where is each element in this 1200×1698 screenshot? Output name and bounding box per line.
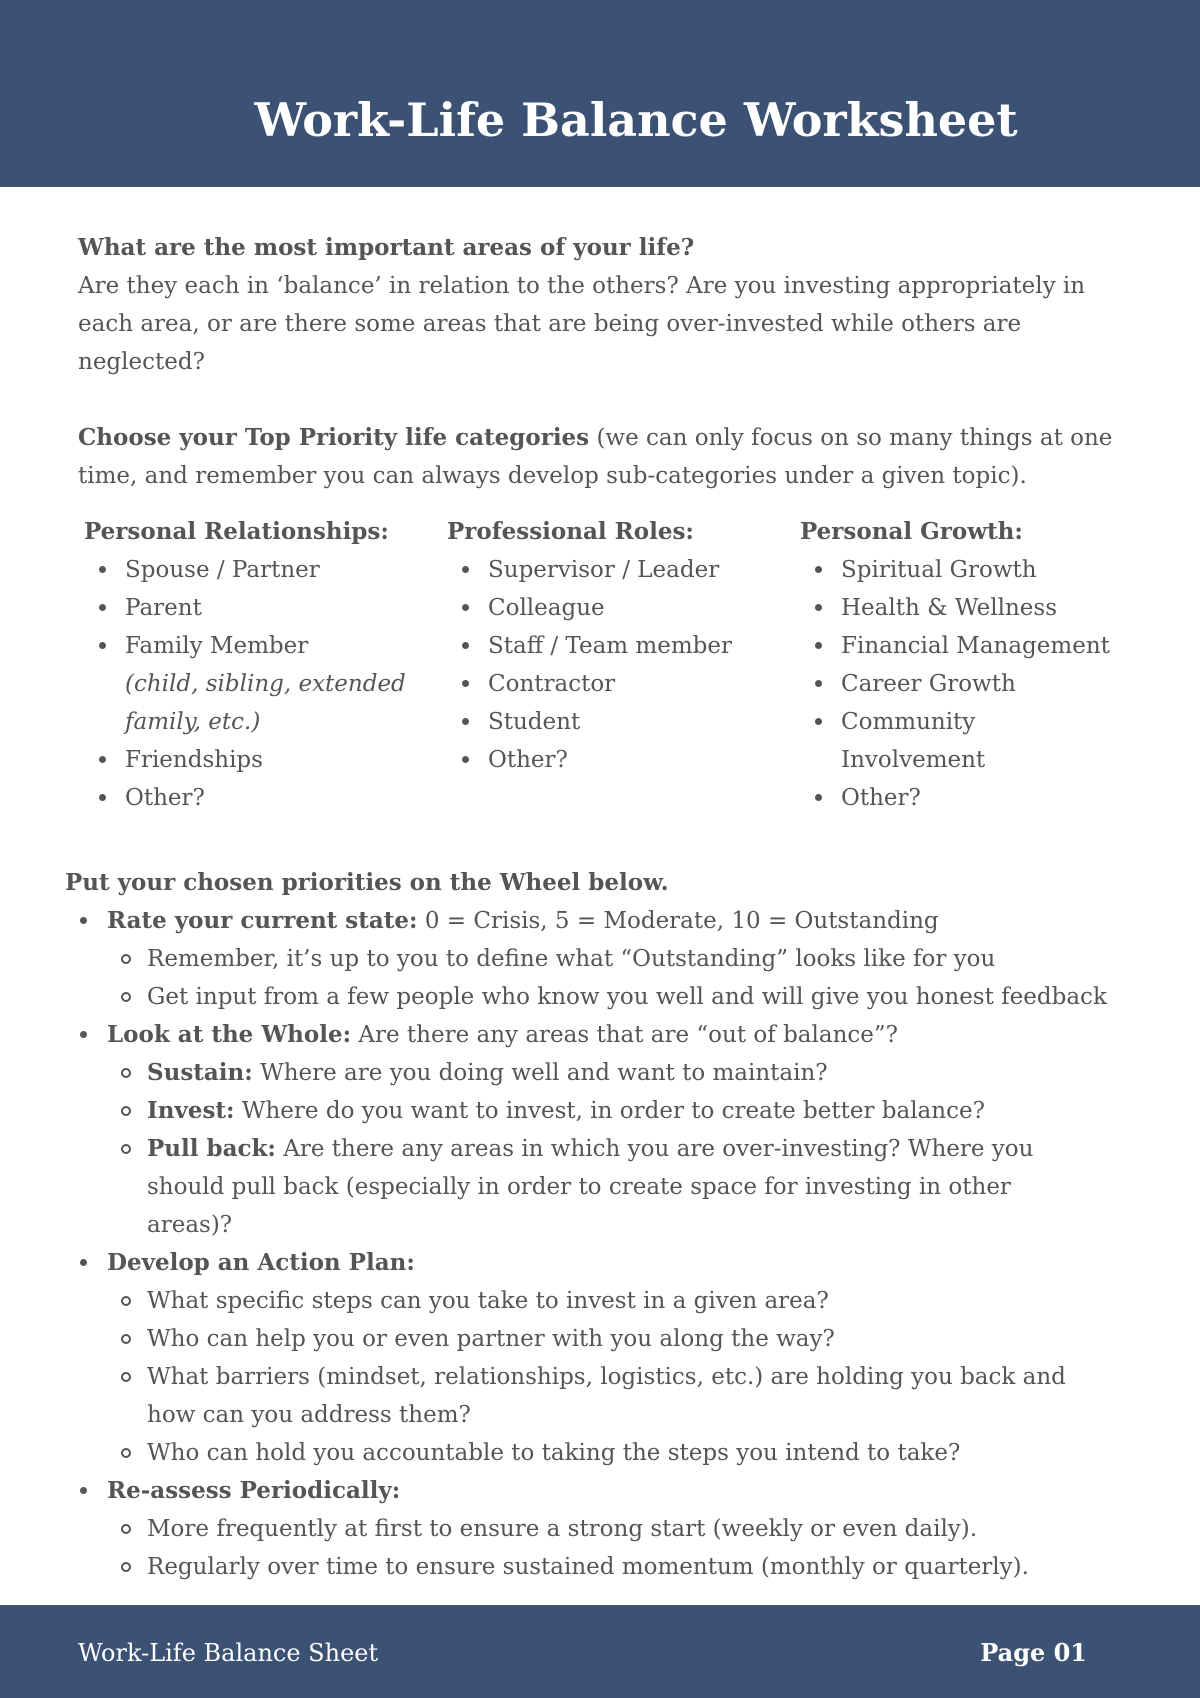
personal-growth-heading: Personal Growth:	[800, 518, 1023, 545]
page-title: Work-Life Balance Worksheet	[254, 93, 1018, 147]
wheel-steps-list	[65, 902, 1145, 1586]
list-item-label: Family Member	[125, 633, 309, 659]
list-item: Regularly over time to ensure sustained momentum (monthly or quarterly).	[107, 1548, 1145, 1586]
rate-sub-list	[107, 940, 1145, 1016]
list-item	[107, 1130, 1145, 1244]
sustain-label: Sustain:	[147, 1059, 253, 1086]
list-item: What specific steps can you take to invest in a given area?	[107, 1282, 1145, 1320]
list-item: Friendships	[84, 741, 414, 779]
list-item: Colleague	[447, 589, 787, 627]
personal-relationships-column	[84, 513, 414, 817]
professional-roles-heading: Professional Roles:	[447, 518, 694, 545]
list-item: Remember, it’s up to you to define what “Outstanding” looks like for you	[107, 940, 1145, 978]
invest-label: Invest:	[147, 1097, 235, 1124]
wheel-heading: Put your chosen priorities on the Wheel below.	[65, 869, 669, 896]
invest-text: Where do you want to invest, in order to create better balance?	[234, 1098, 985, 1124]
personal-growth-column	[800, 513, 1130, 817]
list-item: What barriers (mindset, relationships, logistics, etc.) are holding you back and how can you address them?	[107, 1358, 1145, 1434]
choose-rest: (we can only focus on so many things at one time, and remember you can always develop sub-categories under a given topic).	[78, 425, 1113, 489]
intro-text: Are they each in ‘balance’ in relation to the others? Are you investing appropriately in each area, or are there some areas that are being over-invested while others are neglected?	[78, 273, 1086, 375]
list-item: Student	[447, 703, 787, 741]
sustain-text: Where are you doing well and want to maintain?	[252, 1060, 828, 1086]
list-item	[84, 627, 414, 741]
rate-text: 0 = Crisis, 5 = Moderate, 10 = Outstanding	[417, 908, 939, 934]
reassess-label: Re-assess Periodically:	[107, 1477, 401, 1504]
wheel-section	[65, 864, 1145, 1586]
list-item: Parent	[84, 589, 414, 627]
footer-title: Work-Life Balance Sheet	[78, 1639, 379, 1667]
header-banner	[0, 0, 1200, 187]
list-item	[65, 1016, 1145, 1244]
rate-label: Rate your current state:	[107, 907, 418, 934]
personal-relationships-list	[84, 551, 414, 817]
list-item: Get input from a few people who know you well and will give you honest feedback	[107, 978, 1145, 1016]
intro-section	[78, 229, 1138, 495]
whole-sub-list	[107, 1054, 1145, 1244]
professional-roles-column	[447, 513, 787, 779]
pullback-label: Pull back:	[147, 1135, 276, 1162]
list-item: Staff / Team member	[447, 627, 787, 665]
list-item: Who can hold you accountable to taking the steps you intend to take?	[107, 1434, 1145, 1472]
pullback-text: Are there any areas in which you are over-investing? Where you should pull back (especially in order to create space for investing in other areas)?	[147, 1136, 1034, 1238]
reassess-sub-list	[107, 1510, 1145, 1586]
choose-bold: Choose your Top Priority life categories	[78, 424, 590, 451]
action-label: Develop an Action Plan:	[107, 1249, 415, 1276]
list-item: Other?	[84, 779, 414, 817]
list-item: Supervisor / Leader	[447, 551, 787, 589]
list-item: Who can help you or even partner with you along the way?	[107, 1320, 1145, 1358]
list-item: Financial Management	[800, 627, 1130, 665]
family-note: (child, sibling, extended family, etc.)	[125, 671, 406, 735]
list-item: Contractor	[447, 665, 787, 703]
list-item: Other?	[800, 779, 1130, 817]
list-item: More frequently at first to ensure a strong start (weekly or even daily).	[107, 1510, 1145, 1548]
list-item: Other?	[447, 741, 787, 779]
list-item	[65, 1472, 1145, 1586]
list-item: Spiritual Growth	[800, 551, 1130, 589]
professional-roles-list	[447, 551, 787, 779]
intro-question: What are the most important areas of your life?	[78, 234, 695, 261]
whole-text: Are there any areas that are “out of balance”?	[351, 1022, 898, 1048]
choose-paragraph	[78, 419, 1138, 495]
list-item	[65, 1244, 1145, 1472]
page-number: Page 01	[980, 1638, 1087, 1667]
list-item	[65, 902, 1145, 1016]
list-item	[107, 1092, 1145, 1130]
list-item: Spouse / Partner	[84, 551, 414, 589]
action-sub-list	[107, 1282, 1145, 1472]
list-item: Community Involvement	[800, 703, 1011, 779]
list-item: Career Growth	[800, 665, 1130, 703]
personal-relationships-heading: Personal Relationships:	[84, 518, 389, 545]
footer-banner	[0, 1605, 1200, 1698]
whole-label: Look at the Whole:	[107, 1021, 352, 1048]
list-item: Health & Wellness	[800, 589, 1130, 627]
list-item	[107, 1054, 1145, 1092]
personal-growth-list	[800, 551, 1130, 817]
